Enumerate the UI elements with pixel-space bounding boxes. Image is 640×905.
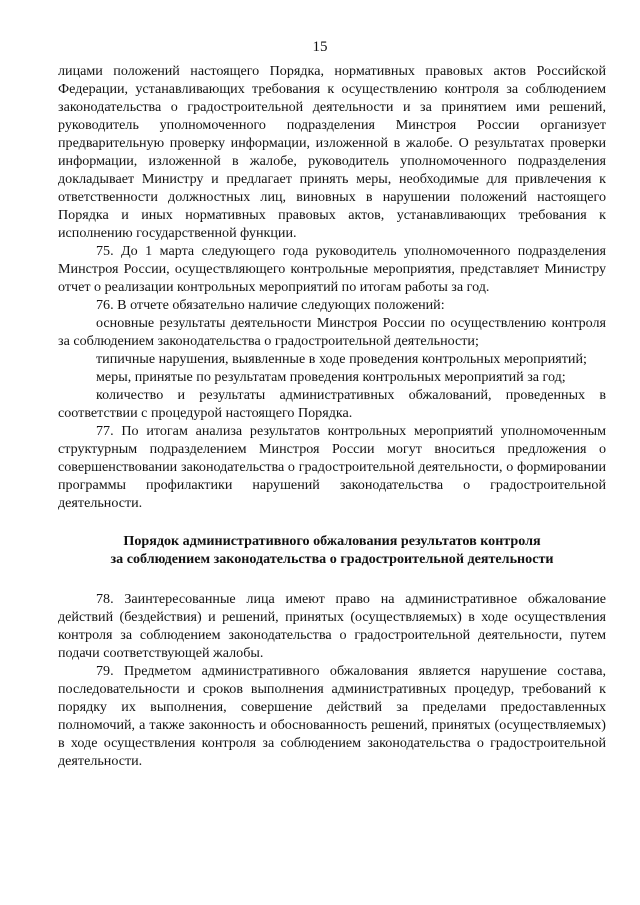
paragraphs-top: [58, 62, 606, 512]
paragraph-79: 79. Предметом административного обжалования является нарушение состава, последовательности и сроков выполнения административных процедур, требований к порядку их выполнения, совершение действий за пределами предоставленных полномочий, а также законность и обоснованность решений, принятых (осуществляемых) в ходе осуществления контроля за соблюдением законодательства о градостроительной деятельности.: [58, 663, 606, 769]
list-item: основные результаты деятельности Минстроя России по осуществлению контроля за соблюдением законодательства о градостроительной деятельности;: [58, 315, 606, 349]
list-item: количество и результаты административных обжалований, проведенных в соответствии с процедурой настоящего Порядка.: [58, 387, 606, 421]
list-item: меры, принятые по результатам проведения контрольных мероприятий за год;: [96, 369, 566, 385]
section-heading: [58, 532, 606, 568]
paragraphs-bottom: [58, 590, 606, 770]
paragraph-75: 75. До 1 марта следующего года руководитель уполномоченного подразделения Минстроя России, осуществляющего контрольные мероприятия, представляет Министру отчет о реализации контрольных мероприятий по итогам работы за год.: [58, 243, 606, 295]
body-text: [58, 62, 606, 770]
paragraph: лицами положений настоящего Порядка, нормативных правовых актов Российской Федерации, устанавливающих требования к осуществлению контроля за соблюдением законодательства о градостроительной деятельности и за принятием ими решений, руководитель уполномоченного подразделения Минстроя России организует предварительную проверку информации, изложенной в жалобе. О результатах проверки информации, изложенной в жалобе, руководитель уполномоченного подразделения докладывает Министру и предлагает принять меры, необходимые для привлечения к ответственности должностных лиц, виновных в нарушении положений настоящего Порядка и иных нормативных правовых актов, устанавливающих требования к исполнению государственной функции.: [58, 63, 606, 241]
section-heading-line-1: Порядок административного обжалования результатов контроля: [123, 533, 541, 549]
section-heading-line-2: за соблюдением законодательства о градостроительной деятельности: [110, 551, 554, 567]
paragraph-77: 77. По итогам анализа результатов контрольных мероприятий уполномоченным структурным подразделением Минстроя России могут вноситься предложения о совершенствовании законодательства о градостроительной деятельности, о формировании программы профилактики нарушений законодательства о градостроительной деятельности.: [58, 423, 606, 511]
list-item: типичные нарушения, выявленные в ходе проведения контрольных мероприятий;: [96, 351, 587, 367]
page-number: 15: [312, 39, 328, 55]
paragraph-78: 78. Заинтересованные лица имеют право на административное обжалование действий (бездействия) и решений, принятых (осуществляемых) в ходе осуществления контроля за соблюдением законодательства о градостроительной деятельности, путем подачи соответствующей жалобы.: [58, 591, 606, 661]
paragraph-76: 76. В отчете обязательно наличие следующих положений:: [96, 297, 445, 313]
